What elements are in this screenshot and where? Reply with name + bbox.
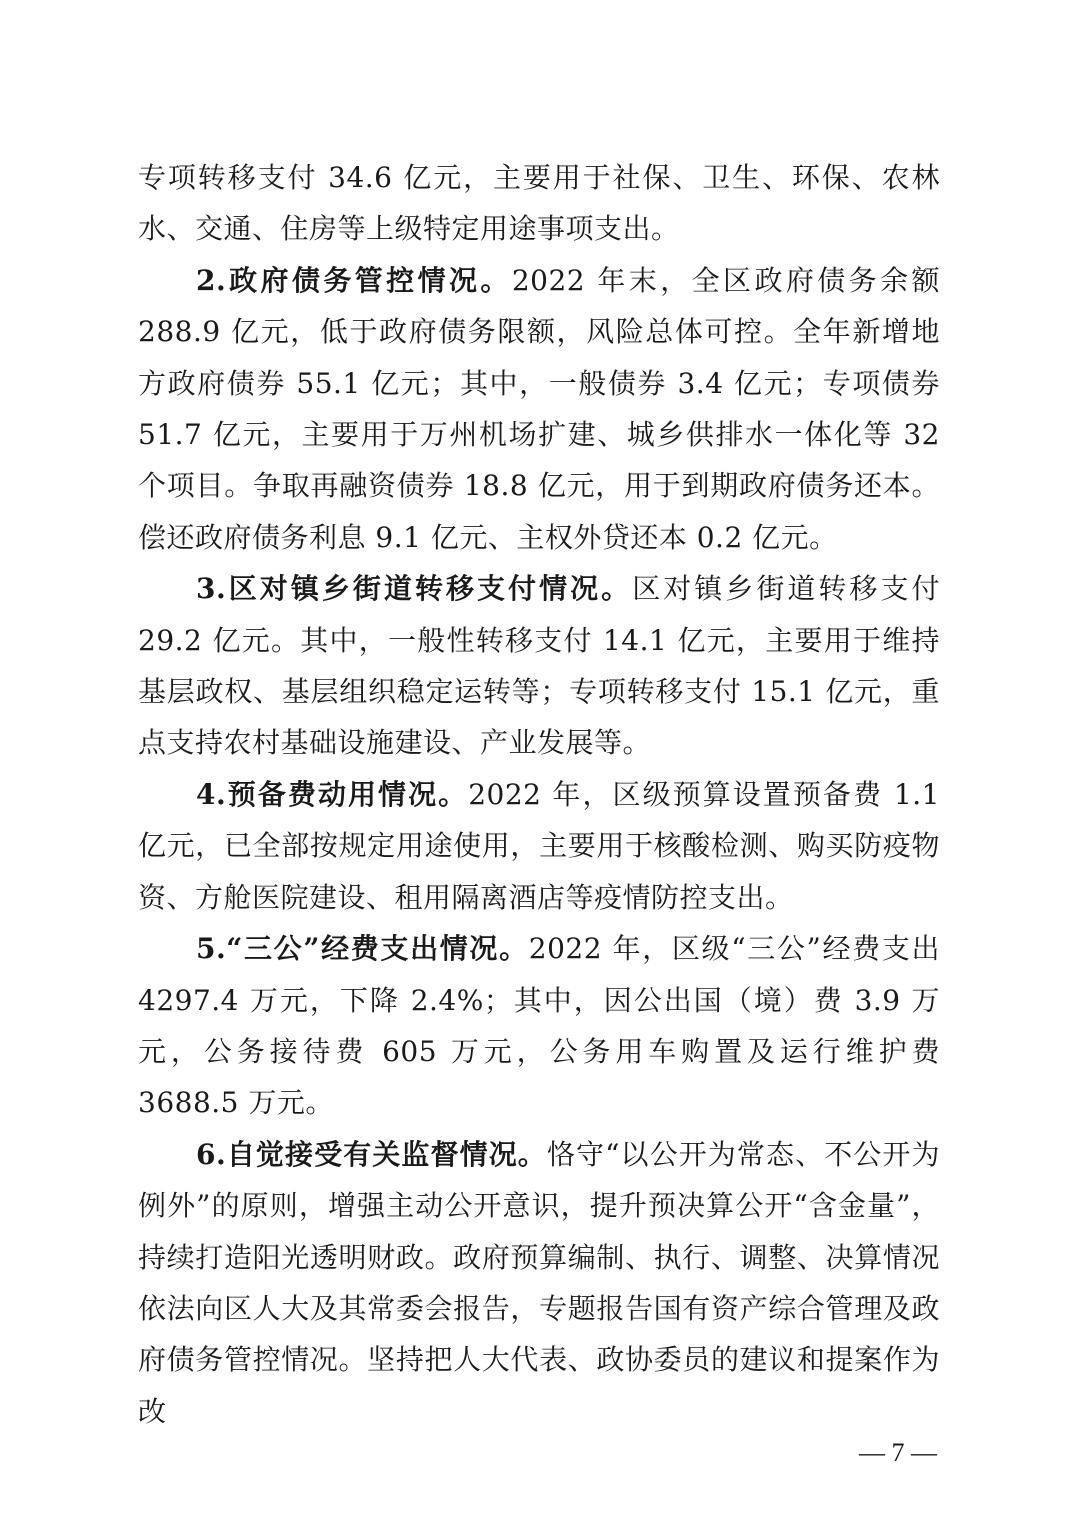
paragraph-body: 2022 年，区级预算设置预备费 1.1 亿元，已全部按规定用途使用，主要用于核酸检测、购买防疫物资、方舱医院建设、租用隔离酒店等疫情防控支出。 <box>138 777 941 914</box>
section-heading: 6.自觉接受有关监督情况。 <box>196 1137 547 1171</box>
paragraph-body: 2022 年，区级“三公”经费支出 4297.4 万元，下降 2.4%；其中，因公出国（境）费 3.9 万元，公务接待费 605 万元，公务用车购置及运行维护费 3688.5 万元。 <box>138 932 940 1120</box>
document-body <box>138 152 940 1437</box>
page-number: — 7 — <box>859 1438 937 1467</box>
section-heading: 4.预备费动用情况。 <box>196 777 469 811</box>
section-heading: 5.“三公”经费支出情况。 <box>196 932 529 966</box>
paragraph-reserve-fund <box>138 769 940 923</box>
paragraph-body: 恪守“以公开为常态、不公开为例外”的原则，增强主动公开意识，提升预决算公开“含金量”，持续打造阳光透明财政。政府预算编制、执行、调整、决算情况依法向区人大及其常委会报告，专题报告国有资产综合管理及政府债务管控情况。坚持把人大代表、政协委员的建议和提案作为改 <box>138 1137 940 1428</box>
paragraph-body: 2022 年末，全区政府债务余额 288.9 亿元，低于政府债务限额，风险总体可控。全年新增地方政府债券 55.1 亿元；其中，一般债券 3.4 亿元；专项债券 51.7 亿元，主要用于万州机场扩建、城乡供排水一体化等 32 个项目。争取再融资债券 18.8 亿元，用于到期政府债务还本。偿还政府债务利息 9.1 亿元、主权外贷还本 0.2 亿元。 <box>138 263 940 554</box>
paragraph-continuation <box>138 152 940 255</box>
section-heading: 3.区对镇乡街道转移支付情况。 <box>196 572 633 606</box>
paragraph-body: 区对镇乡街道转移支付 29.2 亿元。其中，一般性转移支付 14.1 亿元，主要用于维持基层政权、基层组织稳定运转等；专项转移支付 15.1 亿元，重点支持农村基础设施建设、产业发展等。 <box>138 572 940 760</box>
paragraph-supervision <box>138 1129 940 1437</box>
paragraph-debt-management <box>138 255 940 563</box>
section-heading: 2.政府债务管控情况。 <box>196 263 512 297</box>
paragraph-three-public-expenses <box>138 923 940 1129</box>
paragraph-body: 专项转移支付 34.6 亿元，主要用于社保、卫生、环保、农林水、交通、住房等上级特定用途事项支出。 <box>138 161 940 246</box>
paragraph-township-transfer <box>138 563 940 769</box>
